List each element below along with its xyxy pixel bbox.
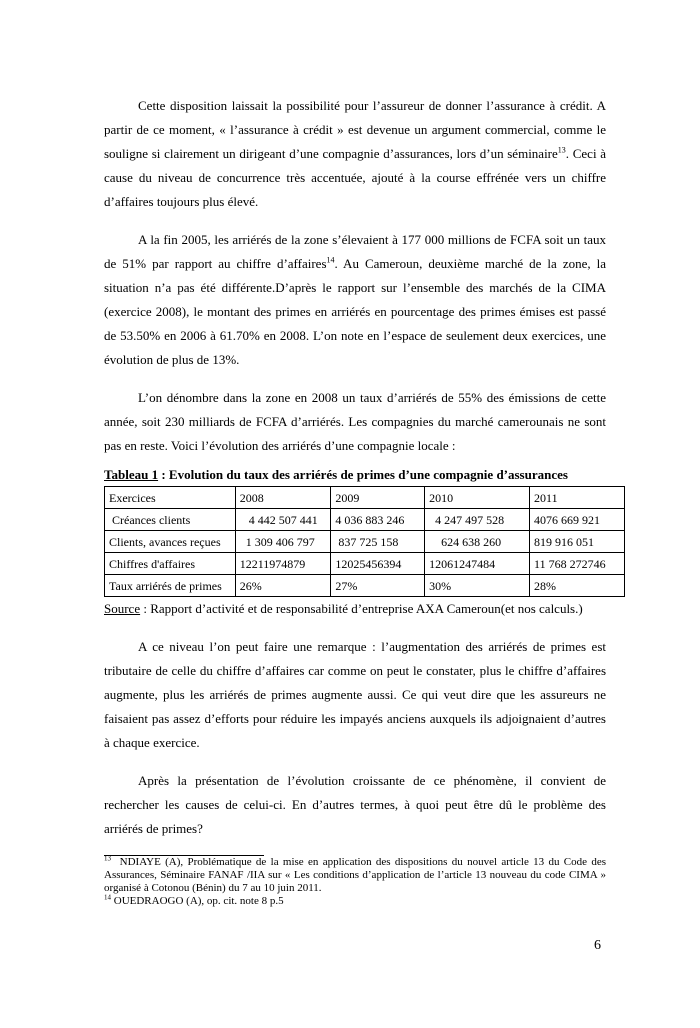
table-row <box>105 575 625 597</box>
table-row <box>105 509 625 531</box>
page-number: 6 <box>594 938 601 953</box>
table-cell: 837 725 158 <box>331 531 425 553</box>
footnote-number: 13 <box>104 854 111 863</box>
paragraph-3: L’on dénombre dans la zone en 2008 un taux d’arriérés de 55% des émissions de cette année, soit 230 milliards de FCFA d’arriérés. Les compagnies du marché camerounais ne sont pas en reste. Voici l’évolution des arriérés d’une compagnie locale : <box>104 390 606 453</box>
table-row <box>105 531 625 553</box>
table-cell: 30% <box>425 575 530 597</box>
table-caption <box>104 466 606 484</box>
arrears-table <box>104 486 625 597</box>
table-cell: Clients, avances reçues <box>105 531 236 553</box>
paragraph-1: Cette disposition laissait la possibilité pour l’assureur de donner l’assurance à crédit. A partir de ce moment, « l’assurance à crédit » est devenue un argument commercial, comme le souligne si clairement un dirigeant d’une compagnie d’assurances, lors d’un séminaire$^{13}$. Ceci à cause du niveau de concurrence très accentuée, ajouté à la course effrénée vers un chiffre d’affaires toujours plus élevé. <box>104 98 607 209</box>
table-source <box>104 597 606 621</box>
table-cell: 2009 <box>331 487 425 509</box>
table-cell: 28% <box>530 575 625 597</box>
table-cell: 1 309 406 797 <box>235 531 331 553</box>
table-cell: 4 036 883 246 <box>331 509 425 531</box>
table-caption-text: : Evolution du taux des arriérés de primes d’une compagnie d’assurances <box>158 467 568 482</box>
table-cell: 2011 <box>530 487 625 509</box>
table-cell: 4076 669 921 <box>530 509 625 531</box>
table-row <box>105 487 625 509</box>
table-cell: 26% <box>235 575 331 597</box>
footnote-14 <box>104 895 606 908</box>
table-cell: Taux arriérés de primes <box>105 575 236 597</box>
table-row <box>105 553 625 575</box>
table-cell: 819 916 051 <box>530 531 625 553</box>
table-caption-label: Tableau 1 <box>104 467 159 482</box>
paragraph-5: Après la présentation de l’évolution croissante de ce phénomène, il convient de rechercher les causes de celui-ci. En d’autres termes, à quoi peut être dû le problème des arriérés de primes? <box>104 773 606 836</box>
table-cell: 12211974879 <box>235 553 331 575</box>
table-cell: Chiffres d'affaires <box>105 553 236 575</box>
footnote-number: 14 <box>104 893 111 902</box>
paragraph-4: A ce niveau l’on peut faire une remarque : l’augmentation des arriérés de primes est tributaire de celle du chiffre d’affaires car comme on peut le constater, plus le chiffre d’affaires augmente, plus les arriérés de primes augmente aussi. Ce qui veut dire que les assureurs ne faisaient pas assez d’efforts pour réduire les impayés anciens auxquels ils adjoignaient d’autres à chaque exercice. <box>104 639 606 750</box>
table-cell: 12061247484 <box>425 553 530 575</box>
footnote-text: NDIAYE (A), Problématique de la mise en application des dispositions du nouvel article 13 du Code des Assurances, Séminaire FANAF /IIA sur « Les conditions d’application de l’article 13 nouveau du code CIMA » organisé à Cotonou (Bénin) du 7 au 10 juin 2011. <box>104 856 609 894</box>
table-cell: Créances clients <box>105 509 236 531</box>
table-cell: 27% <box>331 575 425 597</box>
paragraph-2: A la fin 2005, les arriérés de la zone s’élevaient à 177 000 millions de FCFA soit un taux de 51% par rapport au chiffre d’affaires$^{14}$. Au Cameroun, deuxième marché de la zone, la situation n’a pas été différente.D’après le rapport sur l’ensemble des marchés de la CIMA (exercice 2008), le montant des primes en arriérés en pourcentage des primes émises est passé de 53.50% en 2006 à 61.70% en 2008. L’on note en l’espace de seulement deux exercices, une évolution de plus de 13%. <box>104 232 606 367</box>
table-cell: 4 442 507 441 <box>235 509 331 531</box>
table-cell: 11 768 272746 <box>530 553 625 575</box>
table-cell: 2010 <box>425 487 530 509</box>
footnote-ref-13[interactable]: 13 <box>557 145 566 155</box>
footnote-text: OUEDRAOGO (A), op. cit. note 8 p.5 <box>111 895 284 907</box>
document-page <box>104 94 609 908</box>
footnote-ref-14[interactable]: 14 <box>326 255 335 265</box>
table-cell: 624 638 260 <box>425 531 530 553</box>
source-label: Source <box>104 601 141 616</box>
table-cell: Exercices <box>105 487 236 509</box>
table-cell: 2008 <box>235 487 331 509</box>
table-cell: 4 247 497 528 <box>425 509 530 531</box>
table-cell: 12025456394 <box>331 553 425 575</box>
source-text: : Rapport d’activité et de responsabilité d’entreprise AXA Cameroun(et nos calculs.) <box>140 601 583 616</box>
footnote-13 <box>104 854 609 895</box>
